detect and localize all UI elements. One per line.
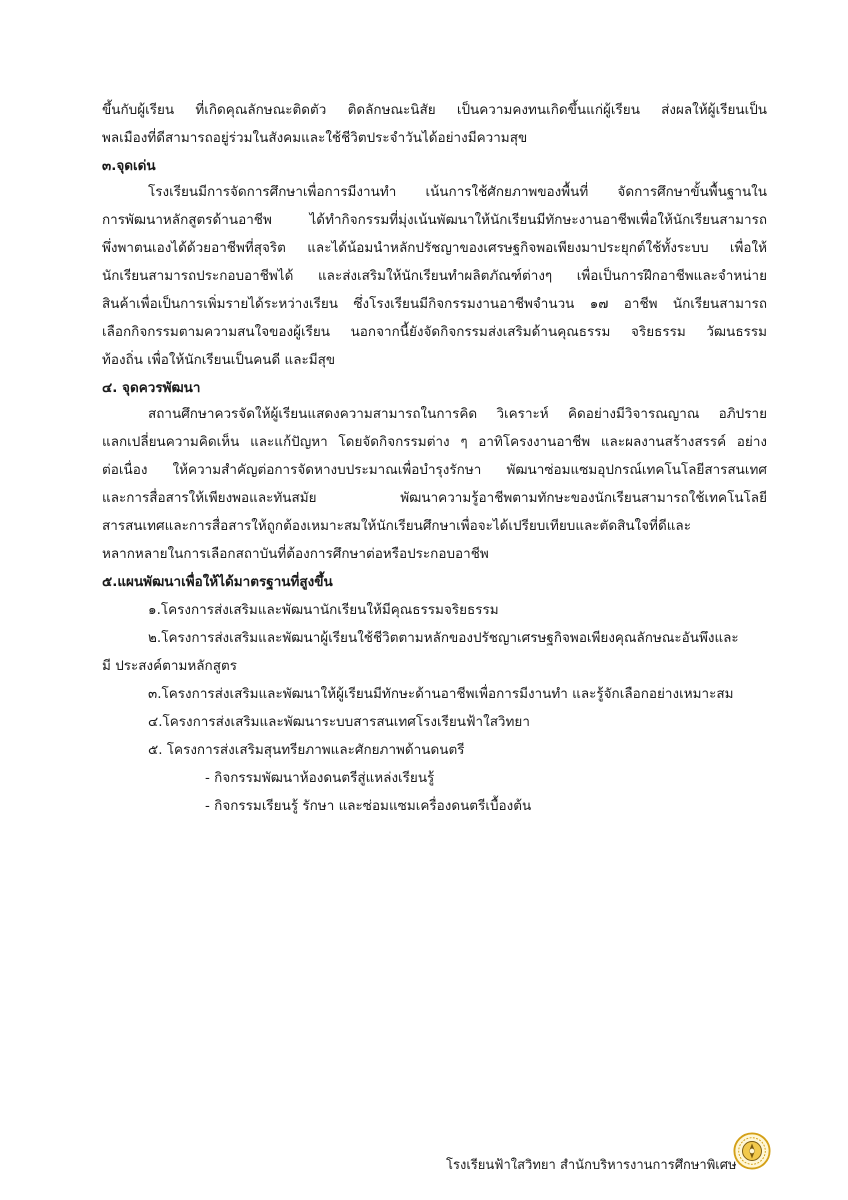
paragraph-line: สินค้าเพื่อเป็นการเพิ่มรายได้ระหว่างเรียน ซึ่งโรงเรียนมีกิจกรรมงานอาชีพจำนวน ๑๗ อาชีพ นักเรียนสามารถ (102, 296, 767, 312)
plan-subitem: - กิจกรรมพัฒนาห้องดนตรีสู่แหล่งเรียนรู้ (205, 770, 435, 786)
paragraph-line: ต่อเนื่อง ให้ความสำคัญต่อการจัดหางบประมาณเพื่อบำรุงรักษา พัฒนาซ่อมแซมอุปกรณ์เทคโนโลยีสารสนเทศ (102, 462, 767, 478)
plan-item: ๒.โครงการส่งเสริมและพัฒนาผู้เรียนใช้ชีวิตตามหลักของปรัชญาเศรษฐกิจพอเพียงคุณลักษณะอันพึงและ (148, 630, 739, 646)
paragraph-line: พลเมืองที่ดีสามารถอยู่ร่วมในสังคมและใช้ชีวิตประจำวันได้อย่างมีความสุข (102, 130, 528, 146)
section-heading-development-plan: ๕.แผนพัฒนาเพื่อให้ได้มาตรฐานที่สูงขึ้น (102, 574, 333, 590)
paragraph-line: โรงเรียนมีการจัดการศึกษาเพื่อการมีงานทำ เน้นการใช้ศักยภาพของพื้นที่ จัดการศึกษาขั้นพื้นฐานใน (148, 184, 767, 200)
section-heading-improvements: ๔. จุดควรพัฒนา (102, 380, 201, 396)
paragraph-line: แลกเปลี่ยนความคิดเห็น และแก้ปัญหา โดยจัดกิจกรรมต่าง ๆ อาทิโครงงานอาชีพ และผลงานสร้างสรรค์ อย่าง (102, 434, 767, 450)
footer-school-name: โรงเรียนฟ้าใสวิทยา สำนักบริหารงานการศึกษาพิเศษ (446, 1158, 737, 1173)
plan-item: ๓.โครงการส่งเสริมและพัฒนาให้ผู้เรียนมีทักษะด้านอาชีพเพื่อการมีงานทำ และรู้จักเลือกอย่างเหมาะสม (148, 686, 734, 702)
plan-subitem: - กิจกรรมเรียนรู้ รักษา และซ่อมแซมเครื่องดนตรีเบื้องต้น (205, 798, 532, 814)
paragraph-line: สถานศึกษาควรจัดให้ผู้เรียนแสดงความสามารถในการคิด วิเคราะห์ คิดอย่างมีวิจารณญาณ อภิปราย (148, 406, 767, 422)
paragraph-line: พึ่งพาตนเองได้ด้วยอาชีพที่สุจริต และได้น้อมนำหลักปรัชญาของเศรษฐกิจพอเพียงมาประยุกต์ใช้ทั้งระบบ เพื่อให้ (102, 240, 767, 256)
paragraph-line: ท้องถิ่น เพื่อให้นักเรียนเป็นคนดี และมีสุข (102, 352, 336, 368)
plan-item: ๕. โครงการส่งเสริมสุนทรียภาพและศักยภาพด้านดนตรี (148, 742, 465, 758)
paragraph-line: การพัฒนาหลักสูตรด้านอาชีพ ได้ทำกิจกรรมที่มุ่งเน้นพัฒนาให้นักเรียนมีทักษะงานอาชีพเพื่อให้นักเรียนสามารถ (102, 212, 767, 228)
plan-item: ๔.โครงการส่งเสริมและพัฒนาระบบสารสนเทศโรงเรียนฟ้าใสวิทยา (148, 714, 530, 730)
section-heading-strengths: ๓.จุดเด่น (102, 158, 156, 174)
paragraph-line: สารสนเทศและการสื่อสารให้ถูกต้องเหมาะสมให้นักเรียนศึกษาเพื่อจะได้เปรียบเทียบและตัดสินใจที่ดีและ (102, 518, 691, 534)
paragraph-line: หลากหลายในการเลือกสถาบันที่ต้องการศึกษาต่อหรือประกอบอาชีพ (102, 546, 489, 562)
paragraph-line: นักเรียนสามารถประกอบอาชีพได้ และส่งเสริมให้นักเรียนทำผลิตภัณฑ์ต่างๆ เพื่อเป็นการฝึกอาชีพและจำหน่าย (102, 268, 767, 284)
school-seal-icon (733, 1132, 771, 1170)
paragraph-line: และการสื่อสารให้เพียงพอและทันสมัย พัฒนาความรู้อาชีพตามทักษะของนักเรียนสามารถใช้เทคโนโลยี (102, 490, 767, 506)
paragraph-line: เลือกกิจกรรมตามความสนใจของผู้เรียน นอกจากนี้ยังจัดกิจกรรมส่งเสริมด้านคุณธรรม จริยธรรม วัฒนธรรม (102, 324, 767, 340)
plan-item: ๑.โครงการส่งเสริมและพัฒนานักเรียนให้มีคุณธรรมจริยธรรม (148, 602, 499, 618)
paragraph-line: ขึ้นกับผู้เรียน ที่เกิดคุณลักษณะติดตัว ติดลักษณะนิสัย เป็นความคงทนเกิดขึ้นแก่ผู้เรียน ส่งผลให้ผู้เรียนเป็น (102, 102, 767, 118)
plan-item-continued: มี ประสงค์ตามหลักสูตร (102, 658, 237, 674)
